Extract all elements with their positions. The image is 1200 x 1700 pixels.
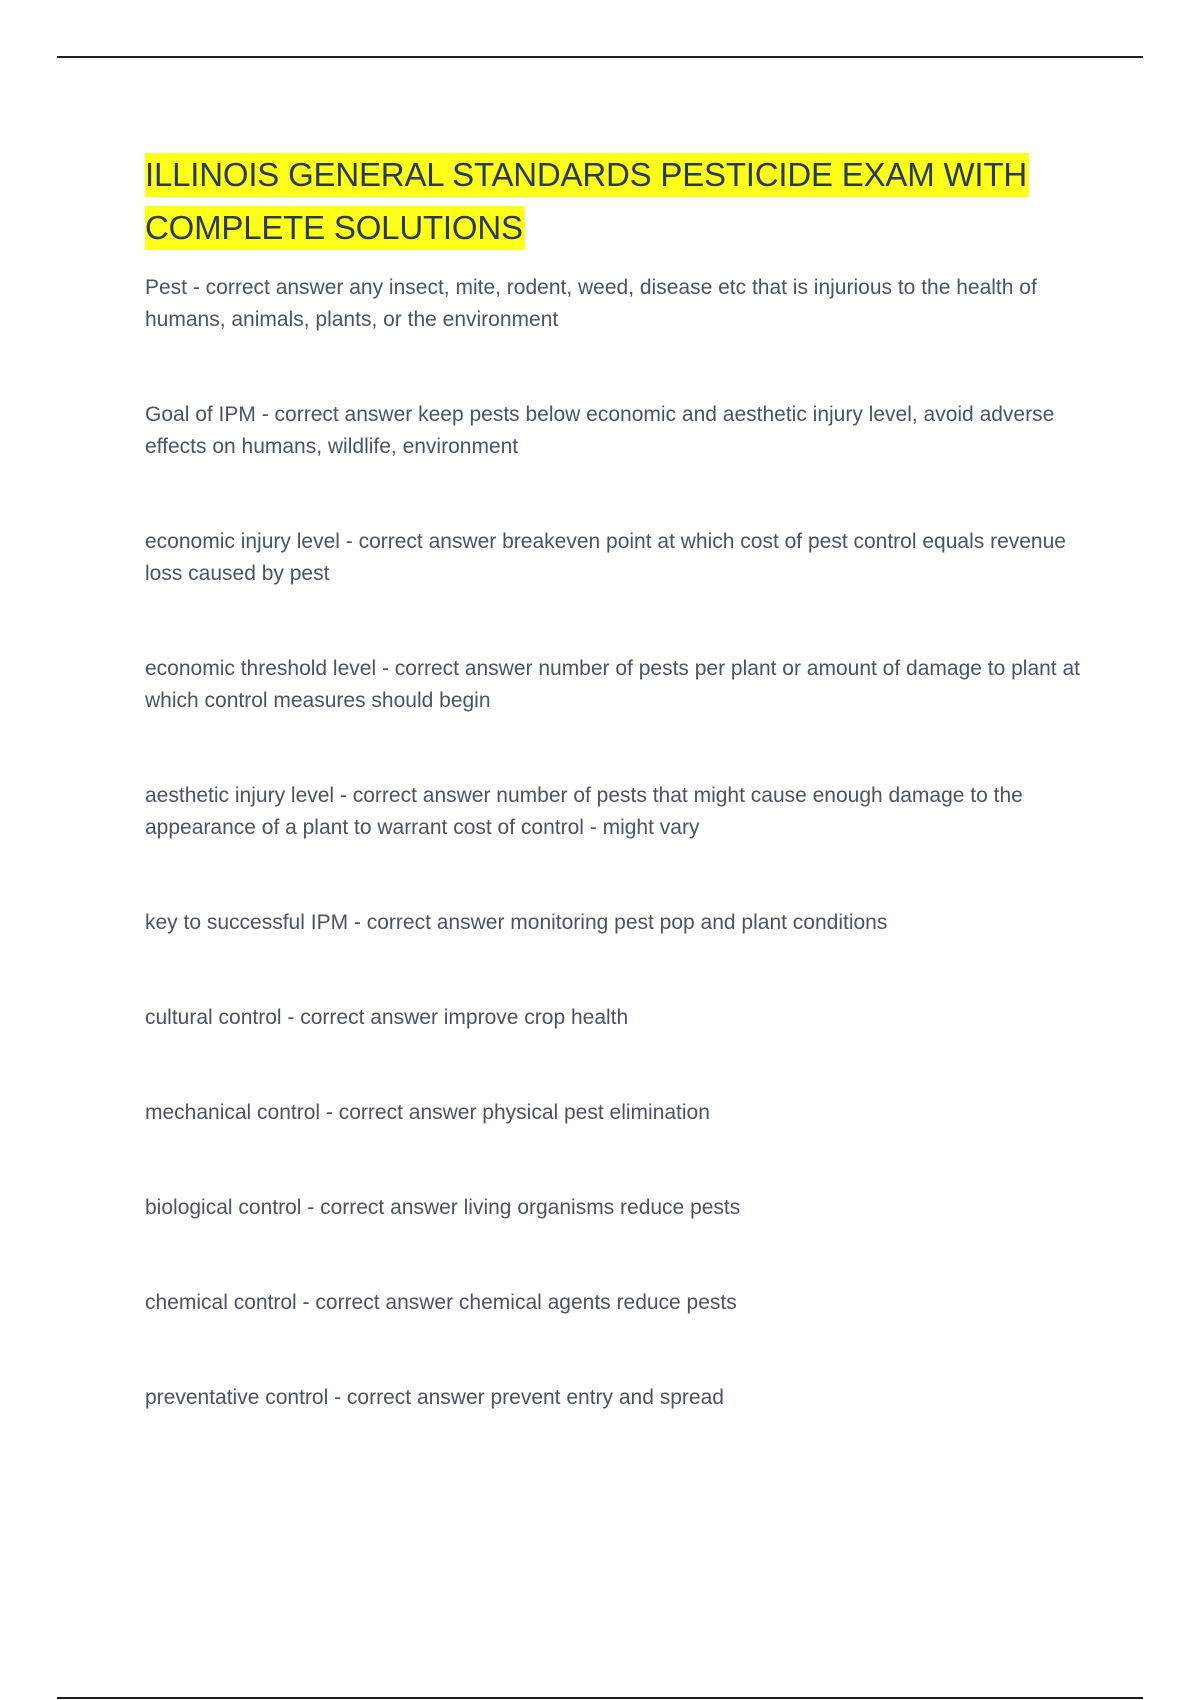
qa-item-biological-control: biological control - correct answer living organisms reduce pests: [145, 1196, 741, 1219]
qa-item-preventative-control: preventative control - correct answer prevent entry and spread: [145, 1386, 724, 1409]
qa-item-chemical-control: chemical control - correct answer chemical agents reduce pests: [145, 1291, 737, 1314]
qa-item-key-to-successful-ipm: key to successful IPM - correct answer monitoring pest pop and plant conditions: [145, 911, 888, 934]
qa-item-aesthetic-injury-level: aesthetic injury level - correct answer number of pests that might cause enough damage to the appearance of a plant to warrant cost of control - might vary: [145, 784, 1023, 839]
qa-item-cultural-control: cultural control - correct answer improve crop health: [145, 1006, 629, 1029]
document-title: [145, 148, 1085, 254]
document-body: [145, 148, 1085, 1414]
qa-item-economic-injury-level: economic injury level - correct answer breakeven point at which cost of pest control equals revenue loss caused by pest: [145, 530, 1066, 585]
footer-rule: [57, 1697, 1143, 1699]
header-rule: [57, 56, 1143, 58]
qa-item-economic-threshold-level: economic threshold level - correct answer number of pests per plant or amount of damage to plant at which control measures should begin: [145, 657, 1080, 712]
qa-item-pest: Pest - correct answer any insect, mite, rodent, weed, disease etc that is injurious to the health of humans, animals, plants, or the environment: [145, 276, 1037, 331]
title-highlight: ILLINOIS GENERAL STANDARDS PESTICIDE EXAM WITH COMPLETE SOLUTIONS: [145, 153, 1029, 250]
qa-item-goal-of-ipm: Goal of IPM - correct answer keep pests below economic and aesthetic injury level, avoid adverse effects on humans, wildlife, environment: [145, 403, 1055, 458]
qa-item-mechanical-control: mechanical control - correct answer physical pest elimination: [145, 1101, 710, 1124]
